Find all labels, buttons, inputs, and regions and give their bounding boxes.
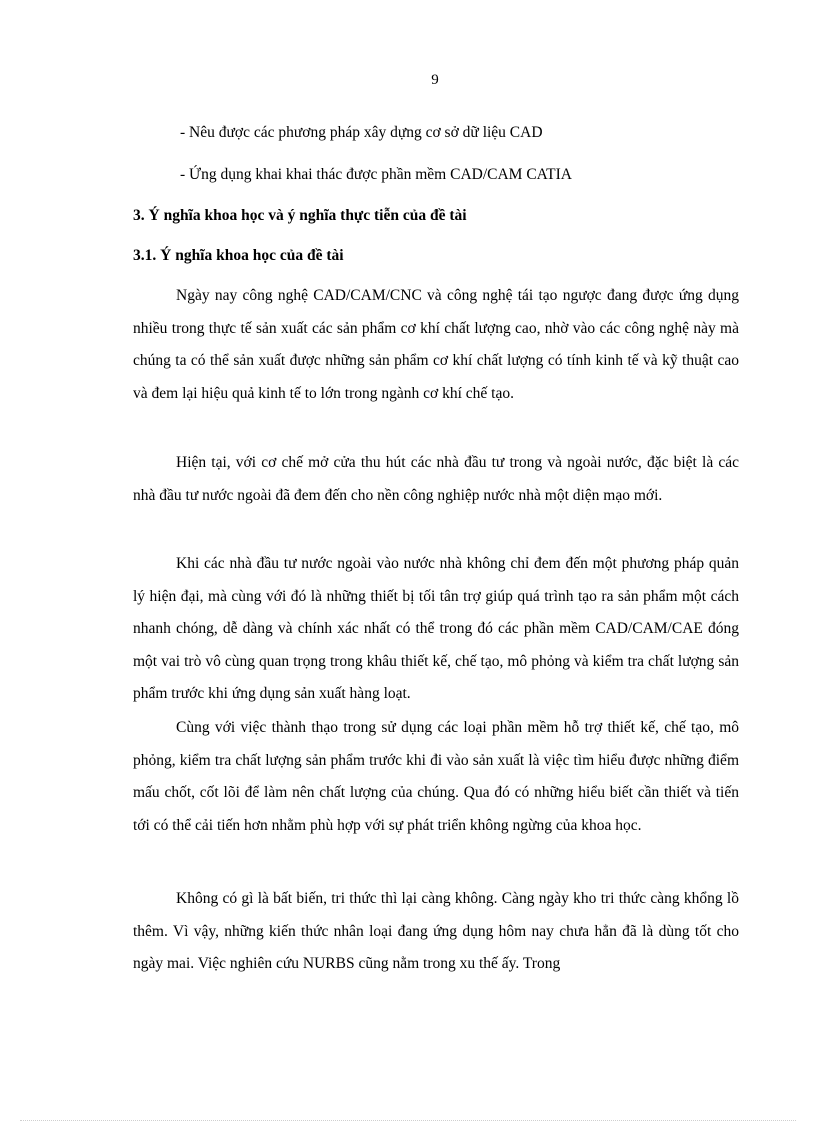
bullet-item-catia: - Ứng dụng khai khai thác được phần mềm CAD/CAM CATIA bbox=[180, 166, 572, 183]
bullet-item-cad-database: - Nêu được các phương pháp xây dựng cơ sở dữ liệu CAD bbox=[180, 124, 543, 141]
page-number: 9 bbox=[431, 72, 439, 88]
paragraph-foreign-investors: Hiện tại, với cơ chế mở cửa thu hút các nhà đầu tư trong và ngoài nước, đặc biệt là các nhà đầu tư nước ngoài đã đem đến cho nền công nghiệp nước nhà một diện mạo mới. bbox=[133, 454, 739, 504]
paragraph-software-mastery: Cùng với việc thành thạo trong sử dụng các loại phần mềm hỗ trợ thiết kế, chế tạo, mô phỏng, kiểm tra chất lượng sản phẩm trước khi đi vào sản xuất là việc tìm hiểu được những điểm mấu chốt, cốt lõi để làm nên chất lượng của chúng. Qua đó có những hiểu biết cần thiết và tiến tới có thể cải tiến hơn nhằm phù hợp với sự phát triển không ngừng của khoa học. bbox=[133, 719, 739, 834]
paragraph-knowledge-nurbs: Không có gì là bất biến, tri thức thì lại càng không. Càng ngày kho tri thức càng khổng lồ thêm. Vì vậy, những kiến thức nhân loại đang ứng dụng hôm nay chưa hẳn đã là dùng tốt cho ngày mai. Việc nghiên cứu NURBS cũng nằm trong xu thế ấy. Trong bbox=[133, 890, 739, 972]
page-bottom-divider bbox=[20, 1120, 796, 1121]
paragraph-modern-management: Khi các nhà đầu tư nước ngoài vào nước nhà không chỉ đem đến một phương pháp quản lý hiện đại, mà cùng với đó là những thiết bị tối tân trợ giúp quá trình tạo ra sản phẩm một cách nhanh chóng, dễ dàng và chính xác nhất có thể trong đó các phần mềm CAD/CAM/CAE đóng một vai trò vô cùng quan trọng trong khâu thiết kế, chế tạo, mô phỏng và kiểm tra chất lượng sản phẩm trước khi ứng dụng sản xuất hàng loạt. bbox=[133, 555, 739, 702]
section-heading-3-1: 3.1. Ý nghĩa khoa học của đề tài bbox=[133, 247, 344, 264]
paragraph-cad-cam-cnc: Ngày nay công nghệ CAD/CAM/CNC và công nghệ tái tạo ngược đang được ứng dụng nhiều trong thực tế sản xuất các sản phẩm cơ khí chất lượng cao, nhờ vào các công nghệ này mà chúng ta có thể sản xuất được những sản phẩm cơ khí chất lượng có tính kinh tế và kỹ thuật cao và đem lại hiệu quả kinh tế to lớn trong ngành cơ khí chế tạo. bbox=[133, 287, 739, 402]
section-heading-3: 3. Ý nghĩa khoa học và ý nghĩa thực tiễn của đề tài bbox=[133, 207, 467, 224]
